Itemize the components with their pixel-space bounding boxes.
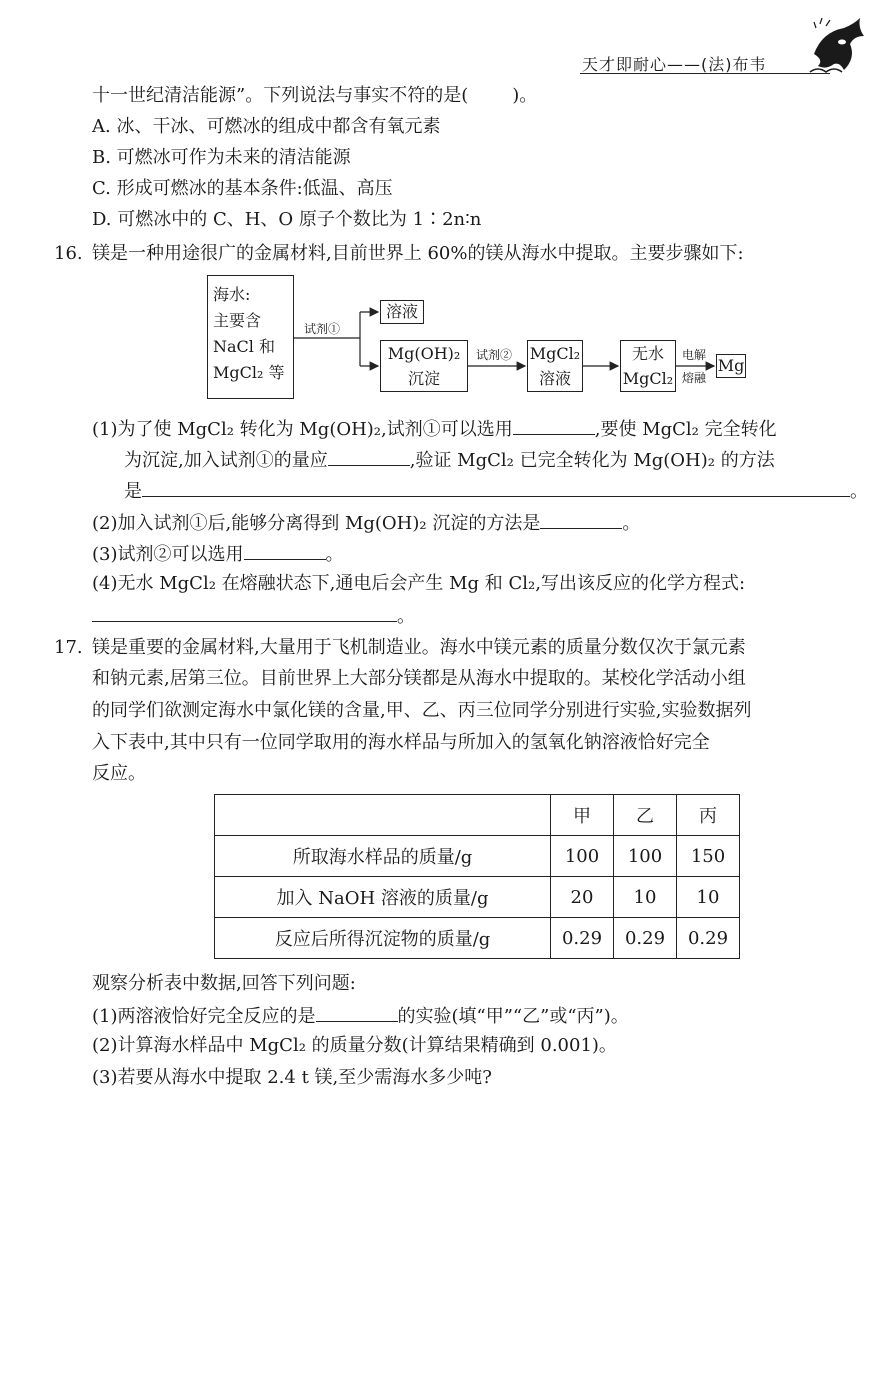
answer-blank[interactable] [540,510,622,529]
q16-sub1-line3 [124,478,868,504]
q15-stem-text: 十一世纪清洁能源”。下列说法与事实不符的是( [92,85,469,106]
q15-option-d: D. 可燃冰中的 C、H、O 原子个数比为 1∶2n∶n [92,209,482,230]
q16-sub1-text: ,验证 MgCl₂ 已完全转化为 Mg(OH)₂ 的方法 [409,450,775,471]
q16-sub2 [92,510,640,536]
seawater-line: 海水: [213,285,251,304]
table-cell: 10 [614,877,677,918]
table-header-cell: 甲 [551,795,614,836]
solution-box: 溶液 [380,300,424,324]
table-cell: 150 [677,836,740,877]
q16-sub3-end: 。 [325,544,344,565]
table-cell: 0.29 [677,918,740,959]
mgoh2-formula: Mg(OH)₂ [387,344,461,363]
table-cell: 100 [551,836,614,877]
mgoh2-label: 沉淀 [407,369,440,388]
experiment-data-table [214,794,740,959]
table-row-label: 反应后所得沉淀物的质量/g [215,918,551,959]
q16-sub1-line1 [92,416,777,442]
table-header-row [215,795,740,836]
q17-sub2: (2)计算海水样品中 MgCl₂ 的质量分数(计算结果精确到 0.001)。 [92,1035,617,1056]
seawater-line: NaCl 和 [213,337,275,356]
q16-sub2-text: (2)加入试剂①后,能够分离得到 Mg(OH)₂ 沉淀的方法是 [92,513,541,534]
answer-blank[interactable] [92,603,397,622]
table-row [215,918,740,959]
q16-sub1-end: 。 [850,481,868,502]
table-header-cell: 乙 [614,795,677,836]
q17-sub1-text: 的实验(填“甲”“乙”或“丙”)。 [397,1006,629,1027]
q17-sub1 [92,1003,629,1029]
q17-sub1-text: (1)两溶液恰好完全反应的是 [92,1006,316,1027]
q15-option-c: C. 形成可燃冰的基本条件:低温、高压 [92,178,393,199]
q17-stem-line: 和钠元素,居第三位。目前世界上大部分镁都是从海水中提取的。某校化学活动小组 [92,668,746,689]
answer-blank[interactable] [244,541,326,560]
answer-blank[interactable] [316,1003,398,1022]
q16-sub4-answer [92,603,415,629]
table-row [215,836,740,877]
q16-sub1-text: 是 [124,481,142,502]
table-row-label: 所取海水样品的质量/g [215,836,551,877]
q17-observe: 观察分析表中数据,回答下列问题: [92,973,356,994]
table-row [215,877,740,918]
q17-sub3: (3)若要从海水中提取 2.4 t 镁,至少需海水多少吨? [92,1067,492,1088]
table-header-cell: 丙 [677,795,740,836]
q17-stem-line: 的同学们欲测定海水中氯化镁的含量,甲、乙、丙三位同学分别进行实验,实验数据列 [92,700,752,721]
header-motto: 天才即耐心——(法)布韦 [582,55,767,74]
q17-stem-line: 镁是重要的金属材料,大量用于飞机制造业。海水中镁元素的质量分数仅次于氯元素 [92,637,746,658]
q15-stem-end: )。 [512,85,538,106]
molten-label: 熔融 [682,371,707,385]
q16-sub4: (4)无水 MgCl₂ 在熔融状态下,通电后会产生 Mg 和 Cl₂,写出该反应的化学方程式: [92,573,746,594]
table-header-cell [215,795,551,836]
q16-sub1-line2 [124,447,775,473]
answer-blank[interactable] [328,447,410,466]
reagent1-label: 试剂① [304,322,341,336]
q16-sub1-text: ,要使 MgCl₂ 完全转化 [594,419,777,440]
table-cell: 10 [677,877,740,918]
q17-stem-line: 反应。 [92,763,146,784]
q17-number: 17. [54,637,83,658]
answer-blank[interactable] [142,478,850,497]
q16-sub4-end: 。 [397,606,415,627]
seawater-line: MgCl₂ 等 [213,363,285,382]
answer-blank[interactable] [513,416,595,435]
q16-sub2-end: 。 [622,513,641,534]
q15-option-a: A. 冰、干冰、可燃冰的组成中都含有氧元素 [92,116,441,137]
table-row-label: 加入 NaOH 溶液的质量/g [215,877,551,918]
q15-option-b: B. 可燃冰可作为未来的清洁能源 [92,147,351,168]
table-cell: 20 [551,877,614,918]
reagent2-label: 试剂② [476,348,513,362]
q16-sub1-text: (1)为了使 MgCl₂ 转化为 Mg(OH)₂,试剂①可以选用 [92,419,513,440]
flow-arrows [0,0,884,420]
q16-number: 16. [54,243,83,264]
q16-sub3-text: (3)试剂②可以选用 [92,544,244,565]
mgcl2-formula: MgCl₂ [529,344,581,363]
q16-sub1-text: 为沉淀,加入试剂①的量应 [124,450,328,471]
table-cell: 100 [614,836,677,877]
table-cell: 0.29 [551,918,614,959]
table-cell: 0.29 [614,918,677,959]
q17-stem-line: 入下表中,其中只有一位同学取用的海水样品与所加入的氢氧化钠溶液恰好完全 [92,732,710,753]
seawater-line: 主要含 [213,311,262,330]
anhydrous-formula: MgCl₂ [622,369,674,388]
anhydrous-label: 无水 [631,344,664,363]
mg-box: Mg [716,354,746,378]
q16-stem: 镁是一种用途很广的金属材料,目前世界上 60%的镁从海水中提取。主要步骤如下: [92,243,744,264]
electrolysis-label: 电解 [682,348,707,362]
mgcl2-solution-label: 溶液 [538,369,571,388]
q16-sub3 [92,541,344,567]
